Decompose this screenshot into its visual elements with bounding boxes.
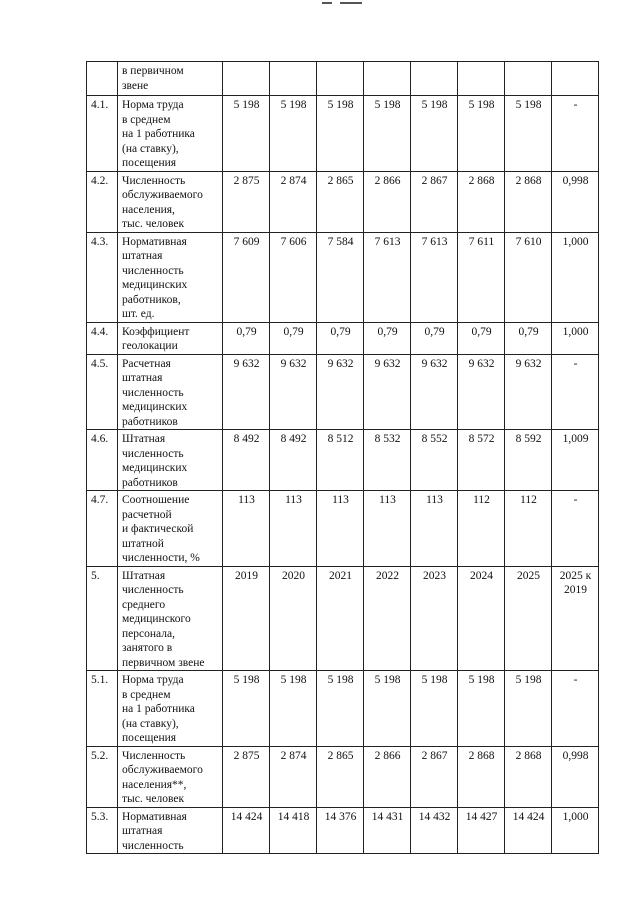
- table-body: [87, 62, 599, 854]
- value-cell: 9 632: [223, 354, 270, 430]
- table-row: [87, 232, 599, 322]
- value-cell: [458, 62, 505, 96]
- value-cell: 0,79: [411, 322, 458, 354]
- value-cell: 8 512: [317, 430, 364, 491]
- value-cell: 14 376: [317, 807, 364, 854]
- value-cell: 2 874: [270, 171, 317, 232]
- value-cell: 0,998: [552, 171, 599, 232]
- value-cell: 0,79: [223, 322, 270, 354]
- value-cell: 2025: [505, 566, 552, 671]
- value-cell: 14 427: [458, 807, 505, 854]
- value-cell: 9 632: [411, 354, 458, 430]
- value-cell: 2 866: [364, 746, 411, 807]
- row-label: Численность обслуживаемого населения, тыс. человек: [118, 171, 223, 232]
- row-number: 4.5.: [87, 354, 118, 430]
- value-cell: 5 198: [411, 96, 458, 172]
- value-cell: 2023: [411, 566, 458, 671]
- row-label: Норма труда в среднем на 1 работника (на ставку), посещения: [118, 96, 223, 172]
- value-cell: 8 492: [223, 430, 270, 491]
- value-cell: 7 613: [411, 232, 458, 322]
- table-row: [87, 671, 599, 747]
- value-cell: 7 610: [505, 232, 552, 322]
- value-cell: 1,000: [552, 322, 599, 354]
- value-cell: 5 198: [317, 671, 364, 747]
- value-cell: 9 632: [364, 354, 411, 430]
- value-cell: 2019: [223, 566, 270, 671]
- table-row: [87, 491, 599, 567]
- value-cell: 5 198: [223, 96, 270, 172]
- row-label: Штатная численность среднего медицинского персонала, занятого в первичном звене: [118, 566, 223, 671]
- row-number: 4.3.: [87, 232, 118, 322]
- row-number: 4.2.: [87, 171, 118, 232]
- value-cell: 2 874: [270, 746, 317, 807]
- value-cell: 2025 к 2019: [552, 566, 599, 671]
- value-cell: 2021: [317, 566, 364, 671]
- value-cell: -: [552, 491, 599, 567]
- value-cell: 5 198: [505, 671, 552, 747]
- row-number: 5.1.: [87, 671, 118, 747]
- value-cell: 2 867: [411, 746, 458, 807]
- value-cell: 2 865: [317, 171, 364, 232]
- value-cell: -: [552, 354, 599, 430]
- row-number: 4.4.: [87, 322, 118, 354]
- value-cell: 14 418: [270, 807, 317, 854]
- value-cell: 1,009: [552, 430, 599, 491]
- table-row: [87, 322, 599, 354]
- table-row: [87, 171, 599, 232]
- row-number: 4.7.: [87, 491, 118, 567]
- value-cell: 113: [223, 491, 270, 567]
- value-cell: 2024: [458, 566, 505, 671]
- value-cell: 8 592: [505, 430, 552, 491]
- value-cell: -: [552, 671, 599, 747]
- value-cell: 8 552: [411, 430, 458, 491]
- row-label: Норма труда в среднем на 1 работника (на ставку), посещения: [118, 671, 223, 747]
- value-cell: 8 572: [458, 430, 505, 491]
- row-number: 5.3.: [87, 807, 118, 854]
- row-label: Численность обслуживаемого населения**, тыс. человек: [118, 746, 223, 807]
- value-cell: 0,79: [270, 322, 317, 354]
- value-cell: 2 865: [317, 746, 364, 807]
- row-number: 4.6.: [87, 430, 118, 491]
- value-cell: 5 198: [364, 671, 411, 747]
- row-label: Расчетная штатная численность медицинских работников: [118, 354, 223, 430]
- value-cell: 2020: [270, 566, 317, 671]
- value-cell: 2 868: [505, 746, 552, 807]
- value-cell: 5 198: [458, 96, 505, 172]
- value-cell: 0,998: [552, 746, 599, 807]
- table-row: [87, 354, 599, 430]
- value-cell: 5 198: [505, 96, 552, 172]
- value-cell: [505, 62, 552, 96]
- value-cell: 112: [505, 491, 552, 567]
- value-cell: [317, 62, 364, 96]
- value-cell: 2 867: [411, 171, 458, 232]
- row-number: [87, 62, 118, 96]
- value-cell: 2 868: [505, 171, 552, 232]
- value-cell: 5 198: [458, 671, 505, 747]
- value-cell: 1,000: [552, 807, 599, 854]
- value-cell: [411, 62, 458, 96]
- table-row: [87, 430, 599, 491]
- value-cell: 7 613: [364, 232, 411, 322]
- value-cell: 2022: [364, 566, 411, 671]
- table-row: [87, 566, 599, 671]
- value-cell: 5 198: [411, 671, 458, 747]
- value-cell: 9 632: [317, 354, 364, 430]
- row-label: Соотношение расчетной и фактической штатной численности, %: [118, 491, 223, 567]
- scan-mark-left: [322, 2, 332, 4]
- value-cell: 5 198: [270, 671, 317, 747]
- table-row: [87, 62, 599, 96]
- value-cell: 112: [458, 491, 505, 567]
- value-cell: 8 532: [364, 430, 411, 491]
- value-cell: [270, 62, 317, 96]
- value-cell: 9 632: [458, 354, 505, 430]
- row-label: Нормативная штатная численность: [118, 807, 223, 854]
- value-cell: 113: [317, 491, 364, 567]
- value-cell: 7 606: [270, 232, 317, 322]
- value-cell: 2 875: [223, 171, 270, 232]
- value-cell: [552, 62, 599, 96]
- value-cell: 5 198: [317, 96, 364, 172]
- row-number: 5.2.: [87, 746, 118, 807]
- value-cell: 0,79: [458, 322, 505, 354]
- value-cell: -: [552, 96, 599, 172]
- value-cell: 14 424: [223, 807, 270, 854]
- value-cell: 14 432: [411, 807, 458, 854]
- value-cell: 1,000: [552, 232, 599, 322]
- value-cell: 7 584: [317, 232, 364, 322]
- value-cell: [364, 62, 411, 96]
- value-cell: 0,79: [364, 322, 411, 354]
- value-cell: 0,79: [505, 322, 552, 354]
- value-cell: 113: [270, 491, 317, 567]
- scan-mark-right: [340, 2, 362, 4]
- value-cell: 5 198: [223, 671, 270, 747]
- value-cell: 5 198: [270, 96, 317, 172]
- value-cell: 2 866: [364, 171, 411, 232]
- value-cell: 113: [364, 491, 411, 567]
- value-cell: [223, 62, 270, 96]
- row-number: 4.1.: [87, 96, 118, 172]
- value-cell: 7 609: [223, 232, 270, 322]
- value-cell: 2 875: [223, 746, 270, 807]
- row-number: 5.: [87, 566, 118, 671]
- value-cell: 113: [411, 491, 458, 567]
- value-cell: 9 632: [505, 354, 552, 430]
- table-row: [87, 746, 599, 807]
- value-cell: 14 431: [364, 807, 411, 854]
- value-cell: 0,79: [317, 322, 364, 354]
- indicator-table: [86, 61, 599, 854]
- row-label: Нормативная штатная численность медицинских работников, шт. ед.: [118, 232, 223, 322]
- value-cell: 2 868: [458, 746, 505, 807]
- value-cell: 14 424: [505, 807, 552, 854]
- table-row: [87, 807, 599, 854]
- table-row: [87, 96, 599, 172]
- value-cell: 2 868: [458, 171, 505, 232]
- row-label: Коэффициент геолокации: [118, 322, 223, 354]
- row-label: Штатная численность медицинских работников: [118, 430, 223, 491]
- row-label: в первичном звене: [118, 62, 223, 96]
- value-cell: 5 198: [364, 96, 411, 172]
- value-cell: 9 632: [270, 354, 317, 430]
- value-cell: 8 492: [270, 430, 317, 491]
- value-cell: 7 611: [458, 232, 505, 322]
